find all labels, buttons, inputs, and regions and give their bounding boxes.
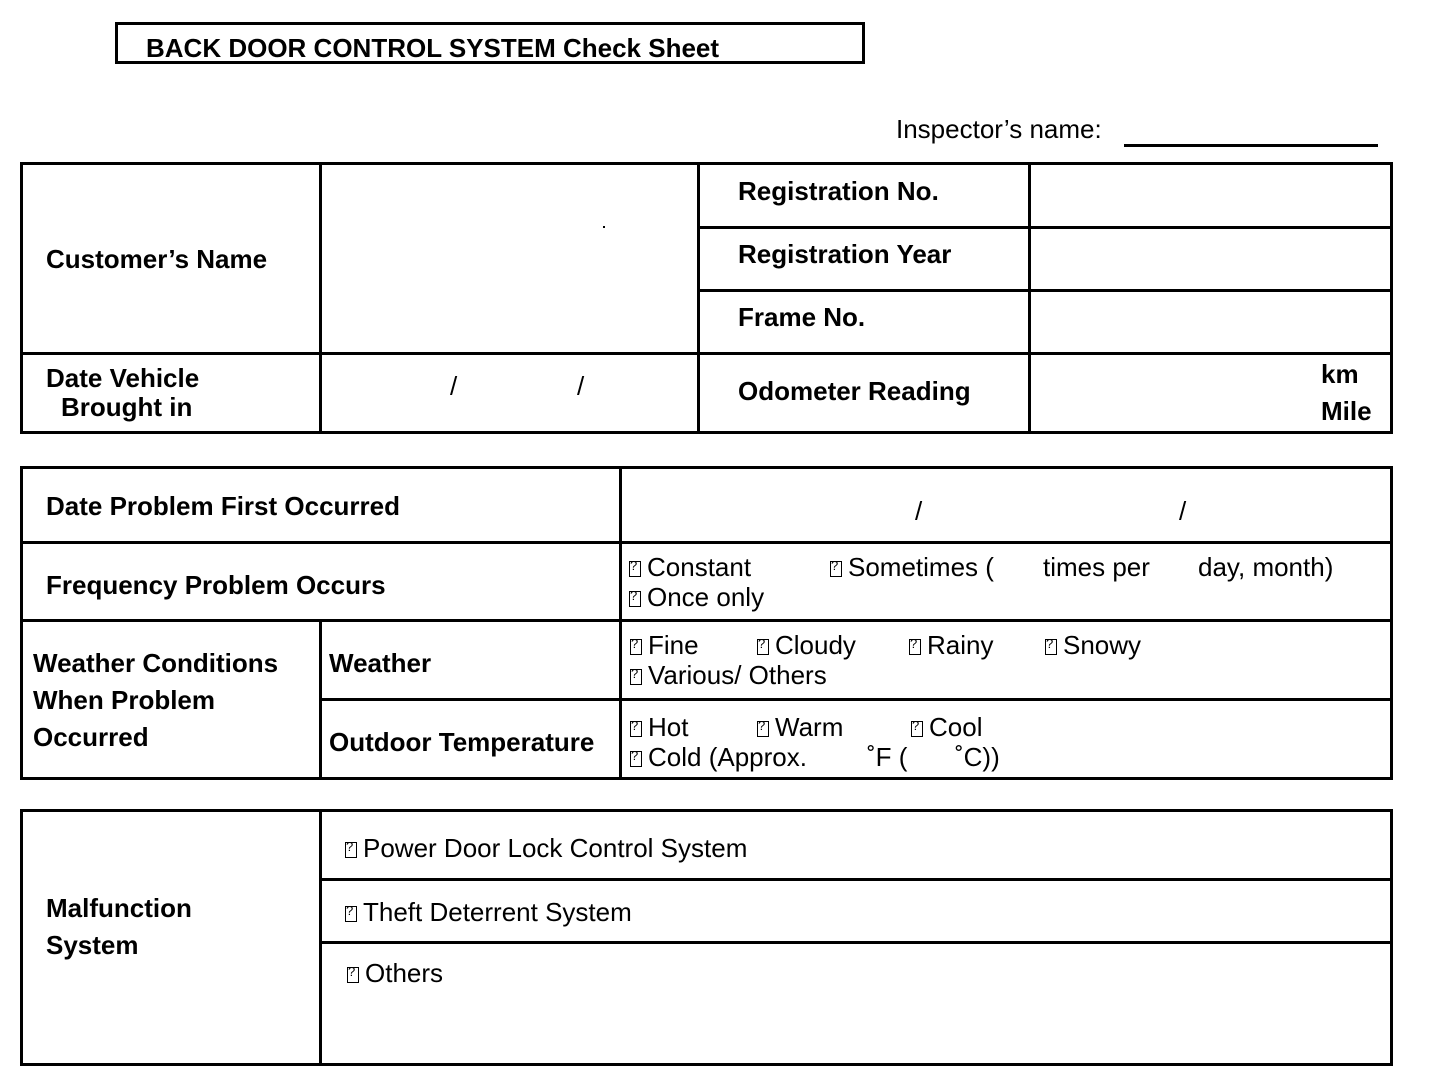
inspector-name-field[interactable]: [1124, 144, 1378, 147]
date-separator: /: [450, 371, 458, 401]
weather-snowy-option[interactable]: ? Snowy: [1045, 630, 1141, 660]
temp-fahrenheit: ˚F (: [867, 742, 908, 772]
checkbox-icon[interactable]: [1045, 639, 1057, 655]
date-separator: /: [577, 371, 585, 401]
freq-sometimes-option[interactable]: ? Sometimes (: [830, 552, 994, 582]
date-vehicle-field[interactable]: [322, 355, 696, 431]
checkbox-icon[interactable]: [345, 906, 357, 922]
customers-name-label: Customer’s Name: [46, 244, 268, 274]
malfunction-power-door-option[interactable]: ?Power Door Lock Control System: [345, 833, 747, 863]
weather-rainy-option[interactable]: ? Rainy: [909, 630, 993, 660]
checkbox-icon[interactable]: [629, 561, 641, 577]
malfunction-label-line1: Malfunction: [46, 893, 192, 923]
weather-various-option[interactable]: ?Various/ Others: [630, 660, 827, 690]
checkbox-icon[interactable]: [345, 842, 357, 858]
checkbox-icon[interactable]: [347, 967, 359, 983]
stray-dot: [603, 226, 605, 228]
divider: [697, 162, 700, 434]
weather-conditions-label-line2: When Problem: [33, 685, 216, 715]
unit-km: km: [1321, 359, 1359, 389]
malfunction-theft-option[interactable]: ?Theft Deterrent System: [345, 897, 632, 927]
checkbox-icon[interactable]: [757, 721, 769, 737]
checkbox-icon[interactable]: [630, 751, 642, 767]
frequency-label: Frequency Problem Occurs: [46, 570, 386, 600]
outdoor-temperature-label: Outdoor Temperature: [329, 727, 595, 757]
page-title: BACK DOOR CONTROL SYSTEM Check Sheet: [146, 33, 720, 63]
title-box: [115, 22, 865, 64]
temp-warm-option[interactable]: ? Warm: [757, 712, 843, 742]
malfunction-others-option[interactable]: ?Others: [347, 958, 443, 988]
freq-times-per: times per: [1043, 552, 1150, 582]
date-separator: /: [915, 496, 923, 526]
registration-no-field[interactable]: [1031, 165, 1390, 225]
registration-no-label: Registration No.: [738, 176, 939, 206]
divider: [20, 541, 1393, 544]
checkbox-icon[interactable]: [909, 639, 921, 655]
temp-hot-option[interactable]: ? Hot: [630, 712, 688, 742]
checkbox-icon[interactable]: [630, 721, 642, 737]
registration-year-field[interactable]: [1031, 229, 1390, 288]
checkbox-icon[interactable]: [630, 639, 642, 655]
date-vehicle-label-line1: Date Vehicle: [46, 363, 200, 393]
weather-cloudy-option[interactable]: ? Cloudy: [757, 630, 856, 660]
divider: [20, 619, 1393, 622]
date-first-occurred-label: Date Problem First Occurred: [46, 491, 400, 521]
temp-celsius: ˚C)): [955, 742, 1000, 772]
date-vehicle-label-line2: Brought in: [61, 392, 193, 422]
divider: [320, 878, 1393, 881]
weather-conditions-label-line3: Occurred: [33, 722, 149, 752]
weather-fine-option[interactable]: ?Fine: [630, 630, 699, 660]
checkbox-icon[interactable]: [757, 639, 769, 655]
checkbox-icon[interactable]: [911, 721, 923, 737]
checkbox-icon[interactable]: [629, 591, 641, 607]
malfunction-label-line2: System: [46, 930, 139, 960]
weather-conditions-label-line1: Weather Conditions: [33, 648, 279, 678]
checkbox-icon[interactable]: [630, 669, 642, 685]
checkbox-icon[interactable]: [830, 561, 842, 577]
temp-cold-option[interactable]: ?Cold (Approx.: [630, 742, 807, 772]
freq-once-option[interactable]: ?Once only: [629, 582, 764, 612]
freq-constant-option[interactable]: ?Constant: [629, 552, 751, 582]
freq-day-month: day, month): [1198, 552, 1334, 582]
customers-name-field[interactable]: [322, 165, 696, 351]
registration-year-label: Registration Year: [738, 239, 952, 269]
weather-label: Weather: [329, 648, 432, 678]
date-first-occurred-field[interactable]: [622, 469, 1390, 540]
divider: [320, 698, 1393, 701]
divider: [320, 941, 1393, 944]
divider: [319, 809, 322, 1066]
temp-cool-option[interactable]: ? Cool: [911, 712, 982, 742]
unit-mile: Mile: [1321, 396, 1372, 426]
date-separator: /: [1179, 496, 1187, 526]
frame-no-field[interactable]: [1031, 292, 1390, 351]
inspector-label: Inspector’s name:: [896, 114, 1102, 144]
odometer-label: Odometer Reading: [738, 376, 971, 406]
frame-no-label: Frame No.: [738, 302, 866, 332]
